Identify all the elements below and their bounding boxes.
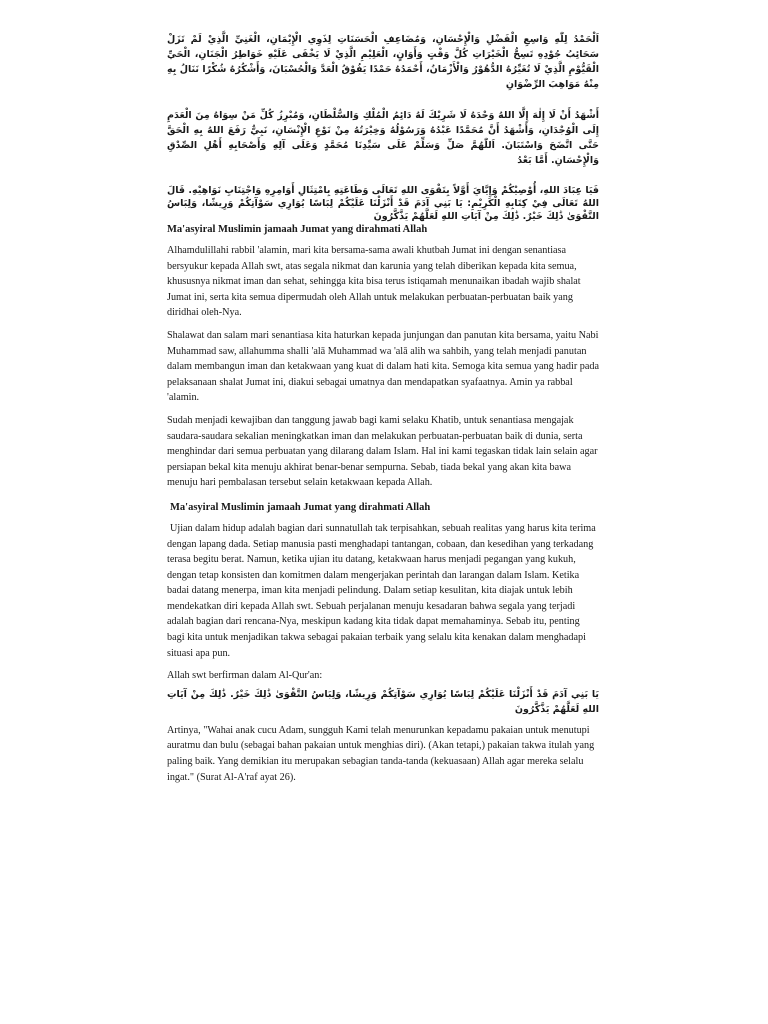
section-heading-2: Ma'asyiral Muslimin jamaah Jumat yang dirahmati Allah — [170, 501, 431, 513]
paragraph-khatib-duty: Sudah menjadi kewajiban dan tanggung jawab bagi kami selaku Khatib, untuk senantiasa mengajak saudara-saudara sekalian meningkatkan iman dan melakukan perbuatan-perbuatan baik di dunia, serta menghindar dari semua perbuatan yang dilarang dalam Islam. Hal ini kami tegaskan tidak lain selain agar persiapan bekal kita menuju akhirat benar-benar sempurna. Sebab, tiada bekal yang akan kita bawa menuju hari pembalasan tersebut selain ketakwaan kepada Allah. — [167, 414, 598, 489]
arabic-wasiat-taqwa: فَيَا عِبَادَ اللهِ، أُوْصِيْكُمْ وَإِيَّايَ أَوَّلاً بِتَقْوَى اللهِ تَعَالَى وَطَاعَتِهِ بِامْتِثَالِ أَوَامِرِهِ وَاجْتِنَابِ نَوَاهِيْهِ. قَالَ اللهُ تَعَالَى فِيْ كِتَابِهِ الْكَرِيْمِ: يَا بَنِي آدَمَ قَدْ أَنْزَلْنَا عَلَيْكُمْ لِبَاسًا يُوَارِي سَوْآتِكُمْ وَرِيشًا، وَلِبَاسُ التَّقْوَىٰ ذَٰلِكَ خَيْرٌ. ذَٰلِكَ مِنْ آيَاتِ اللهِ لَعَلَّهُمْ يَذَّكَّرُونَ — [167, 185, 599, 222]
section-heading-1: Ma'asyiral Muslimin jamaah Jumat yang dirahmati Allah — [167, 224, 428, 235]
paragraph-translation: Artinya, "Wahai anak cucu Adam, sungguh Kami telah menurunkan kepadamu pakaian untuk menutupi auratmu dan bulu (sebagai bahan pakaian untuk menghias diri). (Akan tetapi,) pakaian takwa itulah yang paling baik. Yang demikian itu merupakan sebagian tanda-tanda (kekuasaan) Allah agar mereka selalu ingat." (Surat Al-A'raf ayat 26). — [167, 724, 595, 783]
arabic-opening-praise: اَلْحَمْدُ لِلّٰهِ وَاسِعِ الْفَضْلِ وَالْإِحْسَانِ، وَمُضَاعِفِ الْحَسَنَاتِ لِذَوِي الْإِيْمَانِ، الْغَنِيِّ الَّذِيْ لَمْ تَزَلْ سَحَائِبُ جُوْدِهِ تَسِحُّ الْخَيْرَاتِ كُلَّ وَقْتٍ وَأَوَانٍ، الْعَلِيْمِ الَّذِيْ لَا يَخْفَى عَلَيْهِ خَوَاطِرُ الْجَنَانِ، الْحَيِّ الْقَيُّوْمِ الَّذِيْ لَا تُغَيِّرُهُ الدُّهُوْرُ وَالْأَزْمَانُ، أَحْمَدُهُ حَمْدًا يَفُوْقُ الْعَدَّ وَالْحُسْبَانَ، وَأَشْكُرُهُ شُكْرًا نَنَالُ بِهِ مِنْهُ مَوَاهِبَ الرِّضْوَانِ — [167, 34, 599, 90]
paragraph-quran-intro: Allah swt berfirman dalam Al-Qur'an: — [167, 670, 323, 682]
document-page — [167, 26, 599, 792]
paragraph-trials: Ujian dalam hidup adalah bagian dari sunnatullah tak terpisahkan, sebuah realitas yang harus kita terima dengan lapang dada. Setiap manusia pasti menghadapi tantangan, cobaan, dan kesedihan yang terkadang terasa begitu berat. Namun, ketika ujian itu datang, ketakwaan harus menjadi pegangan yang kukuh, dengan tetap konsisten dan komitmen dalam mengerjakan perintah dan larangan dalam Islam. Ketika badai datang menerpa, iman kita menjadi pelindung. Dalam setiap kesulitan, kita diajak untuk lebih mendekatkan diri kepada Allah swt. Sebuah perjalanan menuju kesadaran bahwa segala yang terjadi adalah bagian dari rencana-Nya, meskipun kadang kita tidak dapat memahaminya. Sebab itu, penting bagi kita untuk menjadikan takwa sebagai pakaian terbaik yang selalu kita kenakan dalam menghadapi situasi apa pun. — [167, 522, 596, 659]
paragraph-gratitude: Alhamdulillahi rabbil 'alamin, mari kita bersama-sama awali khutbah Jumat ini dengan senantiasa bersyukur kepada Allah swt, atas segala nikmat dan karunia yang telah diberikan kepada kita semua, khususnya nikmat iman dan sehat, sehingga kita bisa terus istiqamah menunaikan ibadah wajib shalat Jumat ini, serta kita semua dipermudah oleh Allah untuk melakukan perbuatan-perbuatan baik yang diridhai oleh-Nya. — [167, 245, 581, 319]
arabic-quran-verse: يَا بَنِي آدَمَ قَدْ أَنْزَلْنَا عَلَيْكُمْ لِبَاسًا يُوَارِي سَوْآتِكُمْ وَرِيشًا، وَلِبَاسُ التَّقْوَىٰ ذَٰلِكَ خَيْرٌ. ذَٰلِكَ مِنْ آيَاتِ اللهِ لَعَلَّهُمْ يَذَّكَّرُونَ — [167, 688, 599, 715]
arabic-shahada-salawat: أَشْهَدُ أَنْ لَا إِلٰهَ إِلَّا اللهُ وَحْدَهُ لَا شَرِيْكَ لَهُ دَائِمُ الْمُلْكِ وَالسُّلْطَانِ، وَمُبْرِزُ كُلِّ مَنْ سِوَاهُ مِنَ الْعَدَمِ إِلَى الْوُجْدَانِ، وَأَشْهَدُ أَنَّ مُحَمَّدًا عَبْدُهُ وَرَسُوْلُهُ وَخِيْرَتُهُ مِنْ نَوْعِ الْإِنْسَانِ، نَبِيٌّ رَفَعَ اللهُ بِهِ الْحَقَّ حَتَّى اتَّضَحَ وَاسْتَبَانَ. اَللّٰهُمَّ صَلِّ وَسَلِّمْ عَلَى سَيِّدِنَا مُحَمَّدٍ وَعَلَى آلِهِ وَأَصْحَابِهِ أَهْلِ الصِّدْقِ وَالْإِحْسَانِ. أَمَّا بَعْدُ — [167, 110, 599, 166]
paragraph-salawat: Shalawat dan salam mari senantiasa kita haturkan kepada junjungan dan panutan kita bersama, yaitu Nabi Muhammad saw, allahumma shalli 'alā Muhammad wa 'alā alih wa sahbih, yang telah menjadi panutan dalam membangun iman dan ketakwaan yang kuat di dalam hati kita. Semoga kita semua yang hadir pada pelaksanaan shalat Jumat ini, diakui sebagai umatnya dan mendapatkan syafaatnya. Amin ya rabbal 'alamin. — [167, 329, 599, 404]
